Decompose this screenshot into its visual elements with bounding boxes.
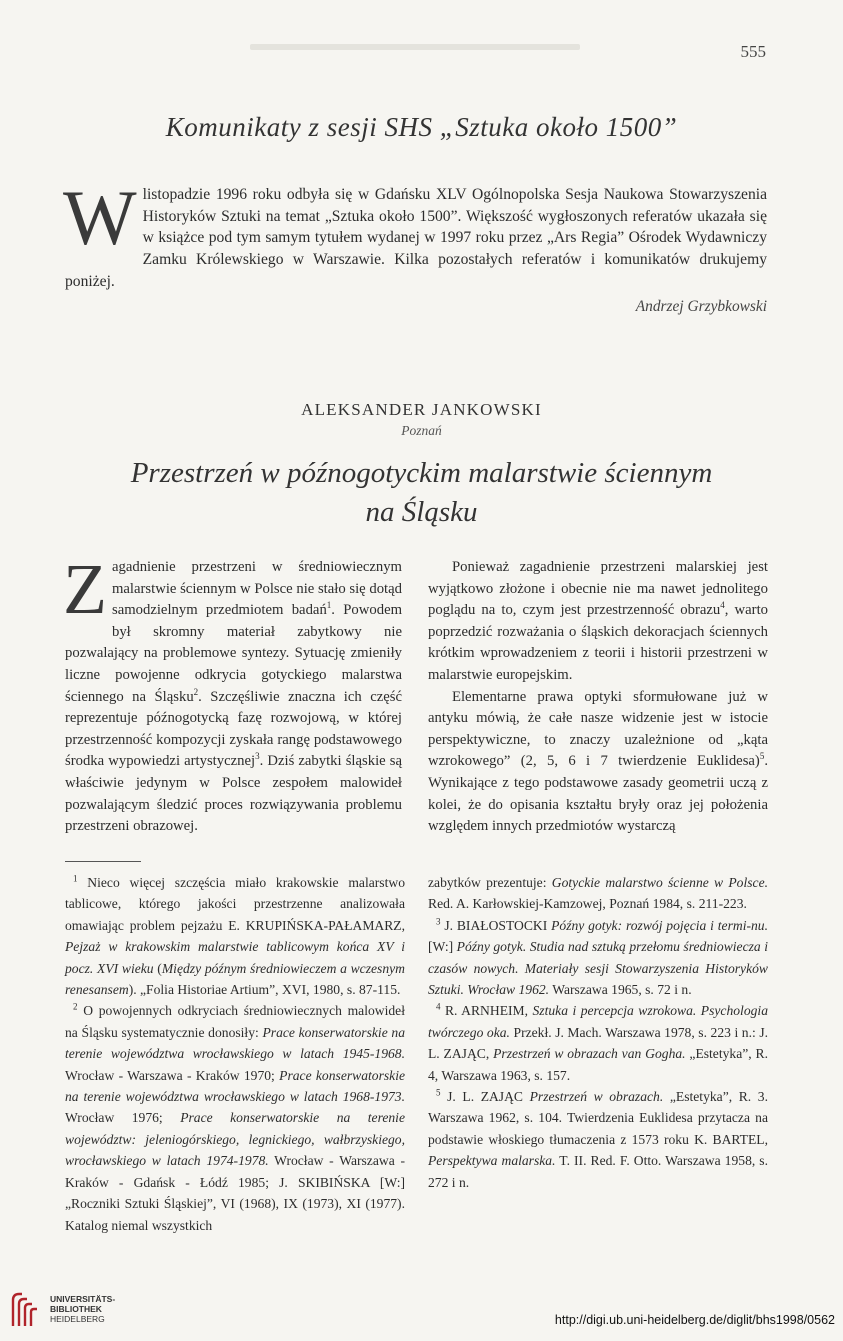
logo-line-1: UNIVERSITÄTS- [50, 1294, 116, 1304]
body-left-column [63, 549, 403, 838]
footnote-separator [65, 861, 141, 862]
footnote-3 [428, 915, 768, 1001]
fn2cont-text-a: zabytków prezentuje: [428, 875, 552, 890]
fn3-text-c: Warszawa 1965, s. 72 i n. [549, 982, 692, 998]
footnote-2-number: 2 [73, 1001, 78, 1012]
footnote-2-continued [428, 872, 768, 915]
fn1-italic-1: Pejzaż w krakowskim malarstwie tablicowym końca XV i pocz. XVI wieku [65, 939, 405, 976]
fn3-text-b: [W:] [428, 939, 457, 955]
fn5-text-c: T. II. Red. F. Otto. Warszawa 1958, s. 272 i n. [428, 1153, 768, 1190]
fn1-italic-2: Między późnym średniowieczem a wczesnym renesansem [65, 960, 405, 998]
library-logo[interactable] [6, 1286, 206, 1336]
fn5-text-a: J. L. ZAJĄC [440, 1089, 530, 1105]
logo-line-3: HEIDELBERG [50, 1314, 105, 1324]
left-text-b: . Powodem był skromny materiał zabytkowy nie pozwalający na problemowe syntezy. Sytuację zmieniły liczne powojenne odkrycia gotyckiego malarstwa ściennego na Śląsku [65, 602, 403, 705]
left-text-a: agadnienie przestrzeni w średniowiecznym malarstwie ściennym w Polsce nie stało się dotąd samodzielnym przedmiotem badań [111, 559, 402, 619]
footnote-1 [65, 872, 405, 1000]
fn1-text-a: Nieco więcej szczęścia miało krakowskie malarstwo tablicowe, którego jakości przestrzenne analizowała omawiając problem pejzażu E. KRUPIŃSKA-PAŁAMARZ, [65, 875, 405, 933]
footnote-ref-5[interactable]: 5 [759, 751, 765, 762]
library-logo-icon [10, 1290, 40, 1330]
right-p2-text-b: . Wynikające z tego podstawowe zasady geometrii uczą z kolei, że do opisania kształtu bryły oraz jej położenia względem innych przedmiotów wystarczą [428, 753, 768, 835]
article-title-line1: Przestrzeń w późnogotyckim malarstwie ściennym [130, 457, 713, 489]
footnote-ref-2[interactable]: 2 [193, 686, 199, 697]
page-number: 555 [740, 42, 766, 61]
body-right-column [428, 557, 768, 838]
fn4-italic-1: Sztuka i percepcja wzrokowa. Psychologia twórczego oka. [428, 1003, 769, 1040]
logo-line-2: BIBLIOTHEK [50, 1304, 102, 1314]
footnote-ref-1[interactable]: 1 [326, 600, 332, 611]
fn4-text-c: „Estetyka”, R. 4, Warszawa 1963, s. 157. [428, 1046, 768, 1083]
intro-paragraph [63, 174, 767, 293]
fn2cont-italic: Gotyckie malarstwo ścienne w Polsce. [551, 875, 768, 890]
footnote-1-number: 1 [73, 873, 78, 884]
footnote-4 [428, 1000, 768, 1086]
fn2-text-c: Wrocław 1976; [65, 1110, 181, 1126]
fn2-italic-1: Prace konserwatorskie na terenie województwa wrocławskiego w latach 1945-1968. [65, 1024, 406, 1062]
fn3-text-a: J. BIAŁOSTOCKI [440, 917, 552, 933]
section-title: Komunikaty z sesji SHS „Sztuka około 1500” [165, 112, 678, 142]
right-p1-text-a: Ponieważ zagadnienie przestrzeni malarskiej jest wyjątkowo złożone i obecnie nie ma nawet jednolitego poglądu na to, czym jest przestrzenność obrazu [428, 559, 768, 619]
intro-signature: Andrzej Grzybkowski [635, 298, 767, 315]
source-url-link[interactable]: http://digi.ub.uni-heidelberg.de/diglit/bhs1998/0562 [554, 1313, 835, 1327]
fn2-text-a: O powojennych odkryciach średniowiecznych malowideł na Śląsku systematycznie donosiły: [65, 1003, 405, 1040]
footnotes-left-column [65, 872, 405, 1236]
left-paragraph [63, 549, 403, 838]
fn2-text-d: Wrocław - Warszawa - Kraków - Gdańsk - Łódź 1985; J. SKIBIŃSKA [W:] „Roczniki Sztuki Śląskiej”, VI (1968), IX (1973), XI (1977). Katalog niemal wszystkich [65, 1153, 406, 1233]
library-logo-text [50, 1294, 115, 1324]
right-p1-text-b: , warto poprzedzić rozważania o śląskich dekoracjach ściennych krótkim wprowadzeniem z teorii i historii przestrzeni w malarstwie europejskim. [428, 602, 768, 683]
article-title [40, 454, 803, 532]
article-affiliation: Poznań [401, 423, 442, 438]
right-p2-text-a: Elementarne prawa optyki sformułowane już w antyku mówią, że całe nasze widzenie jest w istocie perspektywiczne, to znaczy uzależnione od „kąta wzrokowego” (2, 5, 6 i 7 twierdzenie Euklidesa) [428, 688, 768, 770]
right-paragraph-2 [428, 687, 768, 838]
fn1-text-b: ( [153, 960, 162, 976]
footnote-5-number: 5 [436, 1087, 441, 1098]
footnote-2 [65, 1000, 405, 1235]
footnote-ref-3[interactable]: 3 [255, 751, 260, 762]
body-dropcap: Z [63, 549, 107, 629]
footnote-4-number: 4 [436, 1001, 441, 1012]
fn2-text-b: Wrocław - Warszawa - Kraków 1970; [65, 1067, 280, 1083]
fn2cont-text-b: Red. A. Karłowskiej-Kamzowej, Poznań 1984, s. 211-223. [428, 896, 747, 912]
fn5-italic-1: Przestrzeń w obrazach. [529, 1089, 664, 1105]
left-text-c: . Szczęśliwie znaczna ich część reprezentuje późnogotycką fazę rozwojową, w której przestrzenność kompozycji zyskała rangę podstawowego środka wypowiedzi artystycznej [65, 688, 402, 770]
footnote-3-number: 3 [436, 916, 441, 927]
fn1-text-c: ). „Folia Historiae Artium”, XVI, 1980, s. 87-115. [128, 982, 401, 998]
fn2-italic-3: Prace konserwatorskie na terenie województw: jeleniogórskiego, legnickiego, wałbrzyskiego, wrocławskiego w latach 1974-1978. [65, 1110, 405, 1169]
fn4-italic-2: Przestrzeń w obrazach van Gogha. [493, 1046, 686, 1062]
article-title-line2: na Śląsku [365, 496, 478, 528]
intro-text: listopadzie 1996 roku odbyła się w Gdańsku XLV Ogólnopolska Sesja Naukowa Stowarzyszenia Historyków Sztuki na temat „Sztuka około 1500”. Większość wygłoszonych referatów ukazała się w książce pod tym samym tytułem wydanej w 1997 roku przez „Ars Regia” Ośrodek Wydawniczy Zamku Królewskiego w Warszawie. Kilka pozostałych referatów i komunikatów drukujemy poniżej. [65, 186, 767, 290]
intro-dropcap: W [63, 174, 137, 261]
footnote-5 [428, 1086, 768, 1193]
footnote-ref-4[interactable]: 4 [720, 600, 725, 611]
fn5-italic-2: Perspektywa malarska. [428, 1153, 556, 1169]
article-author: ALEKSANDER JANKOWSKI [301, 400, 542, 419]
fn5-text-b: „Estetyka”, R. 3. Warszawa 1962, s. 104. Twierdzenia Euklidesa przytacza na podstawie włoskiego tłumaczenia z 1573 roku K. BARTEL, [428, 1089, 768, 1147]
footnotes-right-column [428, 872, 768, 1193]
faint-running-header [250, 44, 580, 50]
fn3-italic-1: Późny gotyk: rozwój pojęcia i termi-nu. [551, 917, 768, 933]
fn3-italic-2: Późny gotyk. Studia nad sztuką przełomu średniowiecza i czasów nowych. Materiały sesji Stowarzyszenia Historyków Sztuki. Wrocław 1962. [428, 939, 768, 998]
fn4-text-b: Przekł. J. Mach. Warszawa 1978, s. 223 i n.: J. L. ZAJĄC, [428, 1024, 769, 1062]
fn4-text-a: R. ARNHEIM, [440, 1003, 533, 1019]
fn2-italic-2: Prace konserwatorskie na terenie województwa wrocławskiego w latach 1968-1973. [65, 1067, 405, 1105]
right-paragraph-1 [428, 557, 768, 687]
left-text-d: . Dziś zabytki śląskie są właściwie jedynym w Polsce zespołem malowideł pozwalającym śledzić proces rozwiązywania problemu przestrzeni obrazowej. [65, 753, 402, 835]
